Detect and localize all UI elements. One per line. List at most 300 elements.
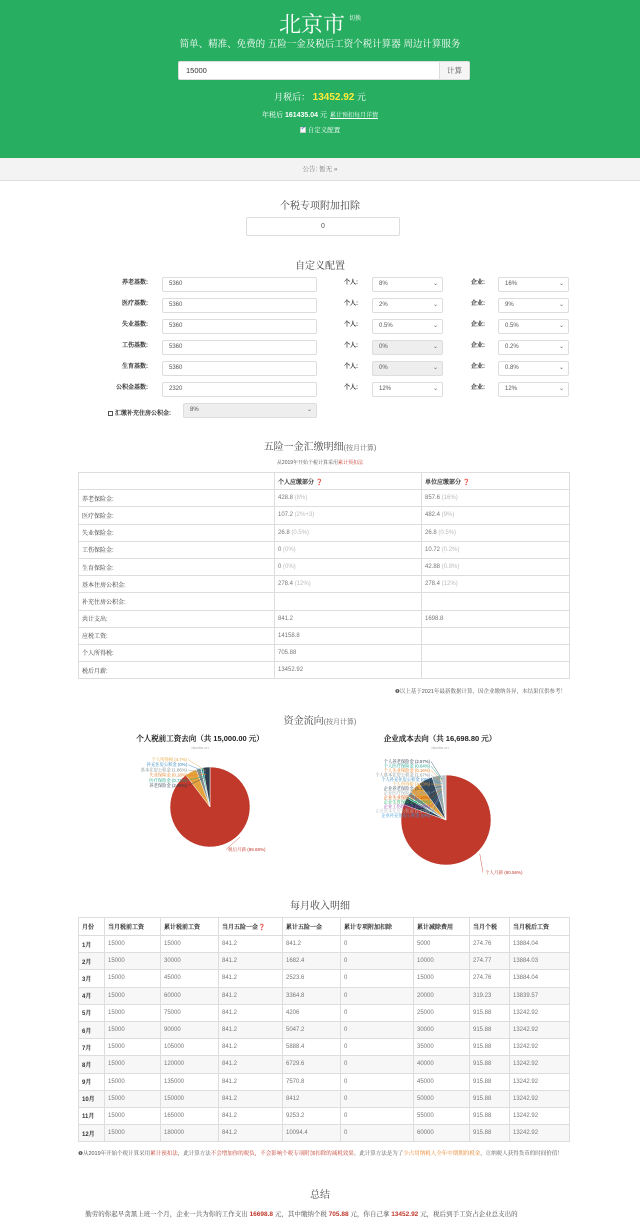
monthly-cell: 15000 (105, 1125, 161, 1142)
config-base-input[interactable]: 5360 (162, 340, 317, 355)
monthly-cell: 841.2 (219, 953, 283, 970)
monthly-cell: 841.2 (219, 1090, 283, 1107)
detail-personal-cell (275, 662, 422, 679)
detail-row-label: 个人所得税: (79, 644, 275, 661)
detail-note-text: 从2019年开始个税计算采用 (276, 460, 339, 466)
monthly-header-cell: 当月税后工资 (510, 918, 570, 936)
annual-detail-link[interactable]: 累计预扣每月详情 (329, 113, 378, 119)
monthly-cell: 8月 (79, 1056, 105, 1073)
summary-t4: 元，税后到手工资占企业总支出的 (420, 1211, 518, 1218)
detail-row (79, 644, 570, 661)
supplement-value: 8% (190, 407, 199, 413)
footnote-f: ，让纳税人获得货币的时间价值！ (480, 1151, 563, 1157)
personal-rate-select[interactable] (372, 340, 443, 355)
summary-v2: 705.88 (328, 1211, 349, 1218)
monthly-cell: 2523.6 (283, 970, 341, 987)
pie-label: 企业养老保险金 (5.14%) (383, 786, 430, 791)
monthly-header-cell: 当月税前工资 (105, 918, 161, 936)
monthly-cell: 1月 (79, 936, 105, 953)
monthly-cell: 4月 (79, 987, 105, 1004)
monthly-cell: 0 (341, 1056, 414, 1073)
detail-row-label: 生育保险金: (79, 558, 275, 575)
chevron-down-icon: ⌄ (558, 365, 564, 371)
pie-label: 养老保险金 (2.86%) (149, 783, 187, 788)
detail-personal-cell (275, 610, 422, 627)
detail-row (79, 576, 570, 593)
monthly-cell: 9253.2 (283, 1107, 341, 1124)
monthly-row (79, 1021, 570, 1038)
detail-company-value: 10.72 (425, 546, 441, 553)
monthly-cell: 50000 (414, 1090, 470, 1107)
company-rate-value: 12% (505, 386, 518, 392)
detail-personal-cell (275, 558, 422, 575)
monthly-cell: 10月 (79, 1090, 105, 1107)
monthly-cell: 45000 (414, 1073, 470, 1090)
pie-label: 企业工伤保险金 (0.06%) (383, 804, 430, 809)
monthly-row (79, 1090, 570, 1107)
detail-personal-value: 705.88 (278, 649, 297, 656)
detail-personal-pct: (12%) (294, 581, 311, 588)
monthly-cell: 15000 (105, 953, 161, 970)
monthly-cell: 15000 (105, 1107, 161, 1124)
monthly-cell: 274.76 (470, 936, 510, 953)
detail-personal-value: 841.2 (278, 615, 294, 622)
monthly-cell: 105000 (161, 1039, 219, 1056)
monthly-cell: 13242.92 (510, 1004, 570, 1021)
detail-row (79, 627, 570, 644)
pie-label: 个人所得税 (4.23%) (392, 781, 430, 787)
detail-personal-cell (275, 576, 422, 593)
monthly-cell: 841.2 (219, 1004, 283, 1021)
monthly-cell: 30000 (414, 1021, 470, 1038)
detail-company-pct: (0.8%) (441, 564, 460, 571)
personal-pie-chart (80, 750, 320, 870)
detail-company-cell (422, 610, 570, 627)
chevron-down-icon: ⌄ (432, 365, 438, 371)
detail-company-cell (422, 662, 570, 679)
company-rate-value: 9% (505, 302, 514, 308)
monthly-value: 13452.92 (312, 92, 355, 103)
monthly-cell: 5047.2 (283, 1021, 341, 1038)
detail-footnote (395, 687, 566, 695)
footnote-e: 少占用纳税人全年中期期的税金 (403, 1151, 481, 1157)
detail-company-cell (422, 490, 570, 507)
detail-header-blank (79, 473, 275, 490)
pie-label: 企业补充住房公积金 (0%) (381, 813, 430, 818)
detail-row-label: 补充住房公积金: (79, 593, 275, 610)
monthly-title: 每月收入明细 (290, 901, 350, 912)
detail-company-value: 26.8 (425, 529, 437, 536)
notice-bar[interactable]: 公告: 暂无 » (0, 158, 640, 181)
monthly-cell: 60000 (414, 1125, 470, 1142)
chevron-down-icon: ⌄ (558, 344, 564, 350)
monthly-cell: 841.2 (219, 1056, 283, 1073)
monthly-cell: 13242.92 (510, 1021, 570, 1038)
monthly-cell: 915.88 (470, 1039, 510, 1056)
monthly-cell: 60000 (161, 987, 219, 1004)
checkbox-icon[interactable] (108, 411, 113, 416)
chevron-down-icon: ⌄ (432, 344, 438, 350)
detail-row (79, 524, 570, 541)
company-rate-select[interactable] (498, 298, 569, 313)
detail-personal-value: 26.8 (278, 529, 290, 536)
detail-personal-cell (275, 507, 422, 524)
company-rate-label: 企业: (471, 322, 485, 328)
monthly-cell: 75000 (161, 1004, 219, 1021)
company-rate-label: 企业: (471, 385, 485, 391)
monthly-row (79, 1056, 570, 1073)
pie-label: 企业医疗保险金 (2.89%) (383, 790, 430, 796)
detail-note-link[interactable]: 累计预扣法 (338, 460, 364, 466)
monthly-cell: 10094.4 (283, 1125, 341, 1142)
monthly-cell: 40000 (414, 1056, 470, 1073)
detail-personal-pct: (8%) (294, 495, 308, 502)
flow-title-suffix: (按月计算) (323, 719, 357, 726)
monthly-cell: 13242.92 (510, 1073, 570, 1090)
summary-t2: 元，其中缴纳个税 (274, 1211, 327, 1218)
checkbox-icon[interactable] (300, 127, 306, 133)
pie-label: 补充住房公积金 (0%) (146, 762, 187, 768)
custom-config-label: 自定义配置 (307, 127, 341, 134)
summary-t3: 元，你自己拿 (350, 1211, 390, 1218)
config-row-label: 工伤基数: (122, 343, 148, 349)
detail-title-suffix: (按月计算) (343, 445, 377, 452)
question-icon[interactable]: ❓ (462, 479, 471, 486)
config-row-label: 医疗基数: (122, 301, 148, 307)
monthly-cell: 319.23 (470, 987, 510, 1004)
company-rate-value: 0.5% (505, 323, 519, 329)
monthly-cell: 841.2 (219, 1125, 283, 1142)
monthly-cell: 0 (341, 1073, 414, 1090)
monthly-header-cell: 累计五险一金 (283, 918, 341, 936)
chevron-down-icon: ⌄ (558, 323, 564, 329)
monthly-cell: 3364.8 (283, 987, 341, 1004)
detail-personal-value: 13452.92 (278, 667, 304, 674)
detail-personal-cell (275, 644, 422, 661)
detail-header-personal (275, 473, 422, 490)
personal-chart-watermark: hkcdm.cn (191, 745, 209, 750)
company-chart-watermark: hkcdm.cn (431, 745, 449, 750)
company-rate-select[interactable] (498, 361, 569, 376)
monthly-cell: 13242.92 (510, 1090, 570, 1107)
monthly-cell: 915.88 (470, 1056, 510, 1073)
supplement-label: 汇缴补充住房公积金: (115, 411, 171, 417)
config-base-input[interactable]: 5360 (162, 277, 317, 292)
monthly-cell: 5月 (79, 1004, 105, 1021)
monthly-row (79, 970, 570, 987)
personal-rate-label: 个人: (344, 322, 358, 328)
detail-personal-value: 0 (278, 564, 282, 571)
detail-company-value: 42.88 (425, 564, 441, 571)
supplement-select[interactable] (183, 403, 317, 418)
company-pie-chart (320, 750, 560, 880)
monthly-cell: 45000 (161, 970, 219, 987)
detail-row (79, 593, 570, 610)
monthly-cell: 841.2 (219, 987, 283, 1004)
summary-v3: 13452.92 (391, 1211, 419, 1218)
detail-company-pct: (16%) (441, 495, 458, 502)
personal-rate-label: 个人: (344, 385, 358, 391)
monthly-cell: 841.2 (219, 936, 283, 953)
monthly-cell: 274.76 (470, 970, 510, 987)
monthly-cell: 274.77 (470, 953, 510, 970)
monthly-row (79, 1073, 570, 1090)
annual-value: 161435.04 (284, 112, 319, 119)
chevron-down-icon: ⌄ (432, 281, 438, 287)
monthly-cell: 90000 (161, 1021, 219, 1038)
detail-company-pct: (9%) (441, 512, 455, 519)
monthly-unit: 元 (356, 92, 366, 102)
chevron-down-icon: ⌄ (306, 407, 312, 413)
detail-company-pct: (0.2%) (441, 546, 460, 553)
personal-rate-select[interactable] (372, 298, 443, 313)
personal-rate-label: 个人: (344, 343, 358, 349)
detail-company-value: 857.6 (425, 495, 441, 502)
monthly-cell: 0 (341, 1039, 414, 1056)
monthly-cell: 7570.8 (283, 1073, 341, 1090)
detail-company-pct: (0.5%) (438, 529, 457, 536)
detail-footnote-text: 以上基于2021年最新数据计算，因企业缴纳各异，本结果仅供参考！ (399, 689, 566, 695)
monthly-cell: 915.88 (470, 1021, 510, 1038)
pie-label: 医疗保险金 (0.71%) (149, 777, 187, 783)
custom-config-toggle[interactable] (0, 125, 640, 134)
summary-text (78, 1207, 568, 1223)
company-rate-select[interactable] (498, 382, 569, 397)
detail-personal-value: 278.4 (278, 581, 294, 588)
annual-label: 年税后 (261, 112, 283, 119)
detail-company-value: 278.4 (425, 581, 441, 588)
pie-label: 企业失业保险金 (0.16%) (383, 795, 430, 800)
detail-table (78, 472, 570, 679)
monthly-table (78, 917, 570, 1142)
chevron-down-icon: ⌄ (558, 302, 564, 308)
monthly-after-tax (0, 90, 640, 103)
chevron-down-icon: ⌄ (432, 302, 438, 308)
monthly-cell: 150000 (161, 1090, 219, 1107)
monthly-cell: 15000 (105, 1021, 161, 1038)
monthly-footnote (78, 1150, 568, 1159)
monthly-cell: 15000 (105, 1073, 161, 1090)
monthly-cell: 15000 (105, 987, 161, 1004)
footnote-c: 不会增加你的税负，不会影响个税专项附加扣除的减税效果 (210, 1151, 354, 1157)
monthly-header-cell: 当月个税 (470, 918, 510, 936)
monthly-cell: 13884.04 (510, 970, 570, 987)
detail-personal-pct: (2%+3) (294, 512, 315, 519)
hero-subtitle: 简单、精准、免费的 五险一金及税后工资个税计算器 周边计算服务 (179, 39, 461, 50)
detail-row-label: 基本住房公积金: (79, 576, 275, 593)
salary-input[interactable] (179, 62, 441, 79)
monthly-cell: 0 (341, 970, 414, 987)
detail-personal-value: 14158.8 (278, 632, 300, 639)
detail-personal-pct: (0.5%) (291, 529, 310, 536)
deduction-input[interactable]: 0 (246, 217, 400, 236)
pie-leader-line (480, 854, 483, 873)
pie-label: 基本住房公积金 (1.86%) (140, 767, 187, 773)
monthly-cell: 0 (341, 1125, 414, 1142)
monthly-cell: 55000 (414, 1107, 470, 1124)
monthly-row (79, 1107, 570, 1124)
monthly-cell: 25000 (414, 1004, 470, 1021)
monthly-cell: 4206 (283, 1004, 341, 1021)
monthly-cell: 841.2 (283, 936, 341, 953)
footnote-link[interactable]: 累计预扣法 (150, 1151, 178, 1157)
monthly-cell: 15000 (105, 1056, 161, 1073)
hero-banner (0, 0, 640, 158)
pie-label: 个人失业保险金 (0.16%) (383, 768, 430, 773)
config-base-input[interactable]: 5360 (162, 361, 317, 376)
monthly-cell: 0 (341, 936, 414, 953)
detail-row-label: 医疗保险金: (79, 507, 275, 524)
supplement-housing-checkbox[interactable] (108, 408, 171, 417)
monthly-cell: 2月 (79, 953, 105, 970)
monthly-cell: 0 (341, 1107, 414, 1124)
config-row-label: 公积金基数: (116, 385, 148, 391)
question-icon[interactable]: ❓ (315, 479, 324, 486)
detail-header-company (422, 473, 570, 490)
monthly-header-cell: 累计税前工资 (161, 918, 219, 936)
detail-row (79, 662, 570, 679)
detail-company-cell (422, 558, 570, 575)
personal-rate-label: 个人: (344, 280, 358, 286)
monthly-cell: 15000 (105, 1039, 161, 1056)
monthly-cell: 841.2 (219, 1107, 283, 1124)
flow-title (0, 712, 640, 727)
annual-unit: 元 (319, 112, 327, 119)
company-rate-value: 0.2% (505, 344, 519, 350)
detail-personal-value: 428.8 (278, 495, 294, 502)
detail-row-label: 工伤保险金: (79, 541, 275, 558)
monthly-cell: 915.88 (470, 1125, 510, 1142)
detail-row-label: 税后月薪: (79, 662, 275, 679)
personal-rate-label: 个人: (344, 364, 358, 370)
monthly-cell: 35000 (414, 1039, 470, 1056)
monthly-cell: 15000 (161, 936, 219, 953)
monthly-header-cell (219, 918, 283, 936)
monthly-cell: 13242.92 (510, 1056, 570, 1073)
personal-rate-select[interactable] (372, 277, 443, 292)
monthly-row (79, 1125, 570, 1142)
company-rate-select[interactable] (498, 319, 569, 334)
summary-v1: 16698.8 (249, 1211, 274, 1218)
monthly-header-cell: 月份 (79, 918, 105, 936)
monthly-cell: 15000 (105, 970, 161, 987)
company-chart-title: 企业成本去向（共 16,698.80 元） (383, 734, 497, 743)
monthly-cell: 915.88 (470, 1107, 510, 1124)
monthly-cell: 20000 (414, 987, 470, 1004)
monthly-header-cell: 累计减除费用 (414, 918, 470, 936)
config-base-input[interactable]: 5360 (162, 319, 317, 334)
chevron-down-icon: ⌄ (432, 386, 438, 392)
pie-label: 个人补充住房公积金 (0%) (381, 777, 430, 782)
company-rate-select[interactable] (498, 340, 569, 355)
detail-row-label: 养老保险金: (79, 490, 275, 507)
detail-personal-value: 0 (278, 546, 282, 553)
switch-city-link[interactable]: 切换 (349, 16, 362, 22)
detail-personal-cell (275, 593, 422, 610)
monthly-cell: 915.88 (470, 1073, 510, 1090)
personal-rate-label: 个人: (344, 301, 358, 307)
monthly-cell: 0 (341, 1021, 414, 1038)
personal-rate-select[interactable] (372, 319, 443, 334)
config-base-input[interactable]: 2320 (162, 382, 317, 397)
monthly-cell: 5888.4 (283, 1039, 341, 1056)
monthly-cell: 841.2 (219, 1039, 283, 1056)
summary-t1: 勤劳的你起早贪黑上班一个月，企业一共为你的工作支出 (85, 1211, 248, 1218)
chevron-down-icon: ⌄ (432, 323, 438, 329)
monthly-cell: 120000 (161, 1056, 219, 1073)
detail-personal-pct: (0%) (283, 546, 296, 553)
company-rate-label: 企业: (471, 343, 485, 349)
chevron-down-icon: ⌄ (558, 281, 564, 287)
monthly-cell: 841.2 (219, 970, 283, 987)
monthly-cell: 180000 (161, 1125, 219, 1142)
monthly-cell: 13242.92 (510, 1039, 570, 1056)
annual-after-tax (0, 110, 640, 120)
monthly-cell: 841.2 (219, 1073, 283, 1090)
detail-row-label: 应税工资: (79, 627, 275, 644)
pie-label: 个人医疗保险金 (0.64%) (383, 763, 430, 769)
footnote-d: 。此计算方法是为了 (353, 1151, 404, 1157)
detail-personal-pct: (0%) (283, 564, 296, 571)
footnote-a: 从2019年开始个税计算采用 (82, 1151, 151, 1157)
footnote-b: ，此计算方法 (177, 1151, 211, 1157)
pie-label: 企业基本住房公积金 (1.67%) (375, 808, 430, 814)
personal-rate-value: 8% (379, 281, 388, 287)
detail-title (0, 438, 640, 453)
monthly-cell: 5000 (414, 936, 470, 953)
pie-label: 失业保险金 (0.18%) (149, 772, 187, 778)
pie-label: 税后月薪 (89.69%) (228, 847, 266, 852)
detail-row (79, 610, 570, 627)
question-icon[interactable]: ❓ (258, 925, 266, 931)
info-icon: ❶ (78, 1151, 83, 1157)
calculate-button[interactable]: 计算 (439, 62, 469, 79)
detail-row (79, 558, 570, 575)
custom-config-title: 自定义配置 (295, 261, 345, 272)
detail-company-cell (422, 576, 570, 593)
detail-company-cell (422, 644, 570, 661)
monthly-cell: 10000 (414, 953, 470, 970)
monthly-cell: 15000 (414, 970, 470, 987)
monthly-cell: 13884.04 (510, 936, 570, 953)
detail-row-label: 失业保险金: (79, 524, 275, 541)
personal-chart-title: 个人税前工资去向（共 15,000.00 元） (136, 734, 264, 743)
monthly-cell: 135000 (161, 1073, 219, 1090)
personal-rate-value: 12% (379, 386, 392, 392)
summary-title: 总结 (310, 1190, 330, 1201)
monthly-row (79, 1039, 570, 1056)
company-rate-select[interactable] (498, 277, 569, 292)
monthly-cell: 7月 (79, 1039, 105, 1056)
monthly-cell: 30000 (161, 953, 219, 970)
config-row-label: 失业基数: (122, 322, 148, 328)
monthly-cell: 0 (341, 987, 414, 1004)
config-base-input[interactable]: 5360 (162, 298, 317, 313)
detail-company-value: 482.4 (425, 512, 441, 519)
monthly-cell: 915.88 (470, 1004, 510, 1021)
personal-rate-select[interactable] (372, 361, 443, 376)
config-row-label: 生育基数: (122, 364, 148, 370)
monthly-cell: 13884.03 (510, 953, 570, 970)
monthly-cell: 8412 (283, 1090, 341, 1107)
monthly-cell: 15000 (105, 1090, 161, 1107)
pie-label: 个人基本住房公积金 (1.67%) (375, 772, 430, 778)
pie-label: 个人所得税 (4.7%) (151, 757, 187, 762)
detail-personal-cell (275, 627, 422, 644)
monthly-row (79, 953, 570, 970)
salary-search-box (178, 61, 470, 80)
personal-rate-select[interactable] (372, 382, 443, 397)
